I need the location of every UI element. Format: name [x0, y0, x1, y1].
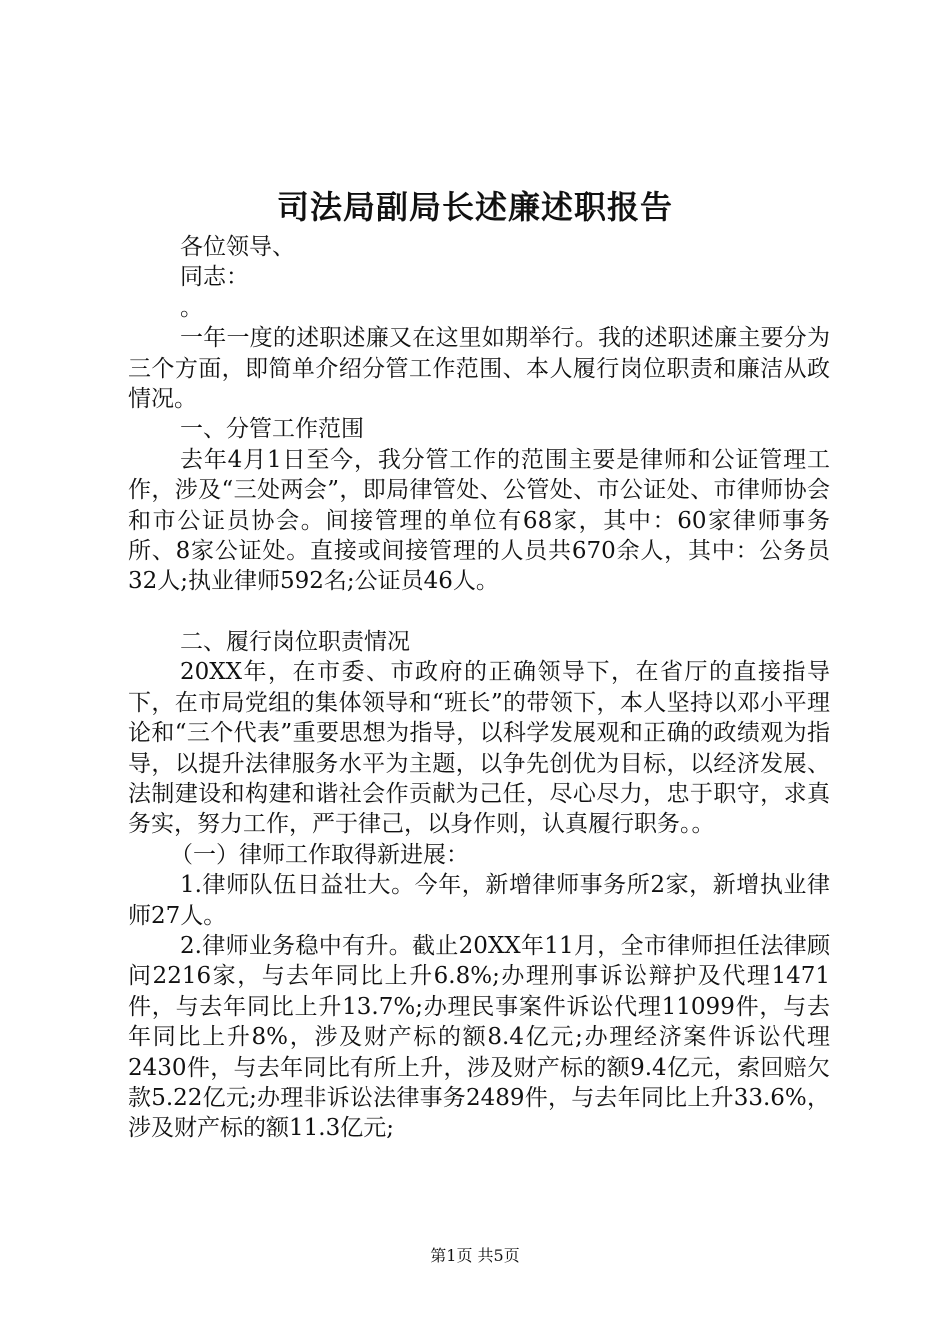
section-1-paragraph: 去年4月1日至今，我分管工作的范围主要是律师和公证管理工作，涉及“三处两会”，即局律管处、公管处、市公证处、市律师协会和市公证员协会。间接管理的单位有68家，其中：60家律师事务所、8家公证处。直接或间接管理的人员共670余人，其中：公务员32人;执业律师592名;公证员46人。	[128, 446, 830, 595]
intro-paragraph: 一年一度的述职述廉又在这里如期举行。我的述职述廉主要分为三个方面，即简单介绍分管工作范围、本人履行岗位职责和廉洁从政情况。	[128, 325, 830, 413]
list-item-2: 2.律师业务稳中有升。截止20XX年11月，全市律师担任法律顾问2216家，与去年同比上升6.8%;办理刑事诉讼辩护及代理1471件，与去年同比上升13.7%;办理民事案件诉讼代理11099件，与去年同比上升8%，涉及财产标的额8.4亿元;办理经济案件诉讼代理2430件，与去年同比有所上升，涉及财产标的额9.4亿元，索回赔欠款5.22亿元;办理非诉讼法律事务2489件，与去年同比上升33.6%，涉及财产标的额11.3亿元;	[128, 932, 830, 1142]
salutation-line-2: 同志：	[180, 264, 249, 291]
list-item-1: 1.律师队伍日益壮大。今年，新增律师事务所2家，新增执业律师27人。	[128, 872, 830, 929]
page-footer: 第1页 共5页	[430, 1246, 520, 1265]
document-body	[128, 232, 830, 1144]
document-title: 司法局副局长述廉述职报告	[276, 188, 673, 226]
period-line: 。	[180, 294, 203, 321]
section-2-paragraph: 20XX年，在市委、市政府的正确领导下，在省厅的直接指导下，在市局党组的集体领导和“班长”的带领下，本人坚持以邓小平理论和“三个代表”重要思想为指导，以科学发展观和正确的政绩观为指导，以提升法律服务水平为主题，以争先创优为目标，以经济发展、法制建设和构建和谐社会作贡献为己任，尽心尽力，忠于职守，求真务实，努力工作，严于律己，以身作则，认真履行职务。。	[128, 659, 830, 838]
section-2-heading: 二、履行岗位职责情况	[180, 628, 410, 655]
paragraph-gap	[128, 597, 830, 627]
section-1-heading: 一、分管工作范围	[180, 416, 364, 443]
subsection-1-heading: （一）律师工作取得新进展：	[170, 841, 469, 868]
salutation-line-1: 各位领导、	[180, 234, 295, 260]
